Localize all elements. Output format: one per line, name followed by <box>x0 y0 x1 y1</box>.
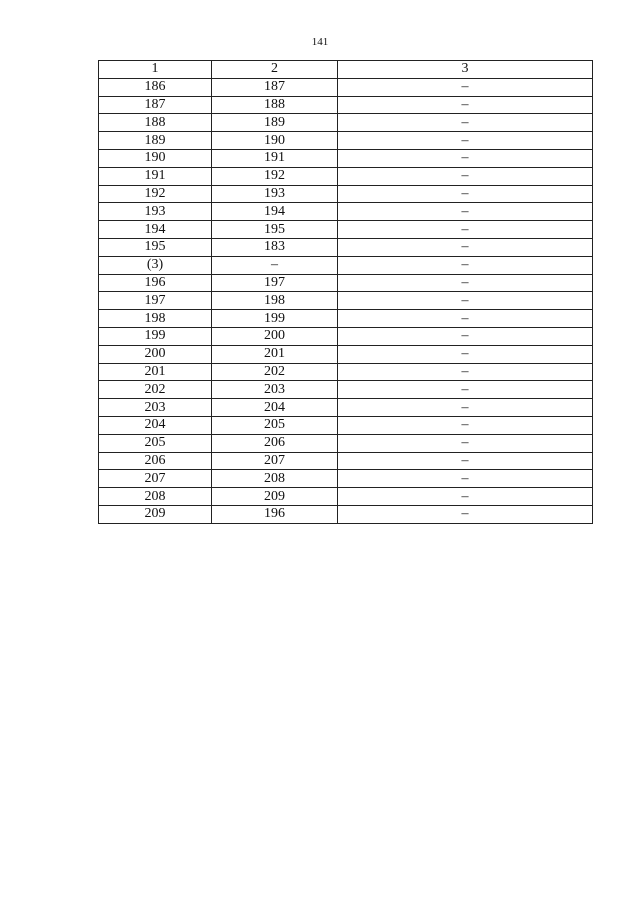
table-cell-col-1: 199 <box>99 327 212 345</box>
table-cell-col-1: (3) <box>99 256 212 274</box>
table-cell-col-3: – <box>338 78 593 96</box>
table-cell-col-2: – <box>212 256 338 274</box>
table-row <box>99 345 593 363</box>
table-cell-col-1: 202 <box>99 381 212 399</box>
table-row <box>99 256 593 274</box>
table-cell-col-3: – <box>338 470 593 488</box>
table-cell-col-1: 197 <box>99 292 212 310</box>
table-cell-col-2: 201 <box>212 345 338 363</box>
table-cell-col-3: – <box>338 310 593 328</box>
table-cell-col-2: 205 <box>212 416 338 434</box>
table-cell-col-1: 187 <box>99 96 212 114</box>
table-cell-col-2: 207 <box>212 452 338 470</box>
table-cell-col-2: 203 <box>212 381 338 399</box>
table-cell-col-1: 193 <box>99 203 212 221</box>
table-cell-col-1: 189 <box>99 132 212 150</box>
table-cell-col-1: 209 <box>99 505 212 523</box>
table-cell-col-2: 202 <box>212 363 338 381</box>
table-cell-col-2: 191 <box>212 149 338 167</box>
table-row <box>99 149 593 167</box>
table-cell-col-3: – <box>338 132 593 150</box>
table-cell-col-3: – <box>338 363 593 381</box>
table-cell-col-1: 208 <box>99 488 212 506</box>
table-cell-col-3: – <box>338 238 593 256</box>
table-cell-col-3: – <box>338 167 593 185</box>
table-cell-col-3: – <box>338 399 593 417</box>
table-row <box>99 96 593 114</box>
table-cell-col-1: 194 <box>99 221 212 239</box>
table-cell-col-1: 203 <box>99 399 212 417</box>
table-cell-col-2: 208 <box>212 470 338 488</box>
table-cell-col-3: – <box>338 434 593 452</box>
table-cell-col-1: 200 <box>99 345 212 363</box>
table-cell-col-2: 192 <box>212 167 338 185</box>
table-row <box>99 238 593 256</box>
table-cell-col-3: – <box>338 114 593 132</box>
table-cell-col-3: – <box>338 149 593 167</box>
table-cell-col-3: – <box>338 416 593 434</box>
table-cell-col-2: 198 <box>212 292 338 310</box>
table-cell-col-2: 187 <box>212 78 338 96</box>
column-header-2: 2 <box>212 61 338 79</box>
table-cell-col-3: – <box>338 327 593 345</box>
table-cell-col-2: 209 <box>212 488 338 506</box>
table-cell-col-1: 188 <box>99 114 212 132</box>
table-cell-col-2: 193 <box>212 185 338 203</box>
table-row <box>99 327 593 345</box>
table-cell-col-1: 195 <box>99 238 212 256</box>
table-cell-col-1: 186 <box>99 78 212 96</box>
table-cell-col-3: – <box>338 185 593 203</box>
table-cell-col-1: 206 <box>99 452 212 470</box>
table-row <box>99 399 593 417</box>
page-number: 141 <box>311 36 329 48</box>
table-cell-col-3: – <box>338 274 593 292</box>
table-row <box>99 434 593 452</box>
table-row <box>99 203 593 221</box>
table-cell-col-1: 201 <box>99 363 212 381</box>
table-row <box>99 274 593 292</box>
table-cell-col-2: 190 <box>212 132 338 150</box>
table-cell-col-2: 194 <box>212 203 338 221</box>
table-cell-col-3: – <box>338 221 593 239</box>
table-header <box>99 61 593 79</box>
table-cell-col-1: 198 <box>99 310 212 328</box>
data-table <box>98 60 593 524</box>
table-cell-col-2: 204 <box>212 399 338 417</box>
table-row <box>99 381 593 399</box>
table-row <box>99 452 593 470</box>
table-row <box>99 292 593 310</box>
table-cell-col-2: 197 <box>212 274 338 292</box>
table-cell-col-1: 204 <box>99 416 212 434</box>
table-row <box>99 488 593 506</box>
table-row <box>99 310 593 328</box>
table-cell-col-3: – <box>338 488 593 506</box>
table-cell-col-3: – <box>338 452 593 470</box>
table-row <box>99 221 593 239</box>
table-cell-col-3: – <box>338 203 593 221</box>
table-body <box>99 78 593 523</box>
table-cell-col-2: 183 <box>212 238 338 256</box>
table-cell-col-3: – <box>338 505 593 523</box>
table-row <box>99 167 593 185</box>
table-cell-col-2: 189 <box>212 114 338 132</box>
table-cell-col-2: 206 <box>212 434 338 452</box>
table-row <box>99 505 593 523</box>
table-cell-col-1: 207 <box>99 470 212 488</box>
table-cell-col-1: 190 <box>99 149 212 167</box>
column-header-3: 3 <box>338 61 593 79</box>
table-cell-col-2: 200 <box>212 327 338 345</box>
table-cell-col-3: – <box>338 256 593 274</box>
column-header-1: 1 <box>99 61 212 79</box>
table-row <box>99 416 593 434</box>
table-cell-col-2: 199 <box>212 310 338 328</box>
table-cell-col-1: 192 <box>99 185 212 203</box>
table-cell-col-2: 195 <box>212 221 338 239</box>
table-cell-col-1: 191 <box>99 167 212 185</box>
table-cell-col-3: – <box>338 96 593 114</box>
header-row <box>99 61 593 79</box>
table-cell-col-3: – <box>338 381 593 399</box>
table-cell-col-3: – <box>338 292 593 310</box>
table-row <box>99 78 593 96</box>
table-row <box>99 363 593 381</box>
table-cell-col-2: 188 <box>212 96 338 114</box>
table-row <box>99 185 593 203</box>
table-cell-col-1: 196 <box>99 274 212 292</box>
table-row <box>99 132 593 150</box>
table-row <box>99 114 593 132</box>
table-row <box>99 470 593 488</box>
table-cell-col-1: 205 <box>99 434 212 452</box>
table-cell-col-3: – <box>338 345 593 363</box>
table-cell-col-2: 196 <box>212 505 338 523</box>
